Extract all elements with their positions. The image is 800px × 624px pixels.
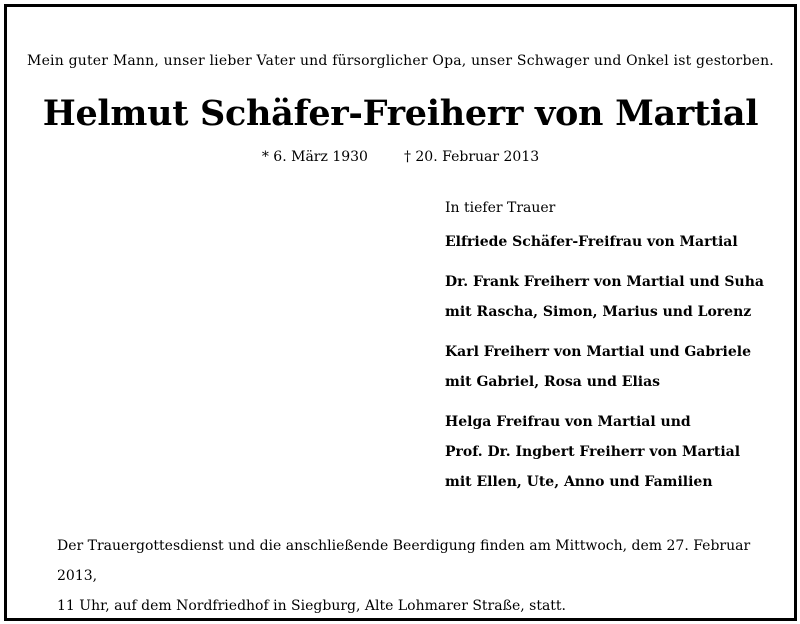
mourner-line: mit Ellen, Ute, Anno und Familien bbox=[445, 474, 713, 490]
death-date: † 20. Februar 2013 bbox=[403, 149, 540, 165]
mourner-line: Prof. Dr. Ingbert Freiherr von Martial bbox=[445, 444, 741, 460]
life-dates bbox=[7, 149, 794, 165]
intro-text: Mein guter Mann, unser lieber Vater und fürsorglicher Opa, unser Schwager und Onkel ist gestorben. bbox=[27, 53, 774, 69]
service-line: Der Trauergottesdienst und die anschließende Beerdigung finden am Mittwoch, dem 27. Februar 2013, bbox=[57, 538, 751, 584]
mourner-line: Karl Freiherr von Martial und Gabriele bbox=[445, 344, 751, 360]
mourner-group bbox=[445, 337, 764, 397]
birth-date: * 6. März 1930 bbox=[261, 149, 368, 165]
obituary-notice bbox=[4, 4, 797, 621]
mourner-group bbox=[445, 227, 764, 257]
mourner-group bbox=[445, 407, 764, 497]
funeral-service-info bbox=[57, 531, 794, 621]
mourner-line: Helga Freifrau von Martial und bbox=[445, 414, 691, 430]
mourner-line: Dr. Frank Freiherr von Martial und Suha bbox=[445, 274, 764, 290]
mourner-line: mit Rascha, Simon, Marius und Lorenz bbox=[445, 304, 752, 320]
mourning-heading: In tiefer Trauer bbox=[445, 200, 556, 216]
mourner-line: mit Gabriel, Rosa und Elias bbox=[445, 374, 661, 390]
mourner-line: Elfriede Schäfer-Freifrau von Martial bbox=[445, 234, 738, 250]
service-line: 11 Uhr, auf dem Nordfriedhof in Siegburg, Alte Lohmarer Straße, statt. bbox=[57, 598, 566, 614]
mourners-block bbox=[445, 193, 764, 507]
mourner-group bbox=[445, 267, 764, 327]
deceased-name: Helmut Schäfer-Freiherr von Martial bbox=[42, 93, 759, 134]
